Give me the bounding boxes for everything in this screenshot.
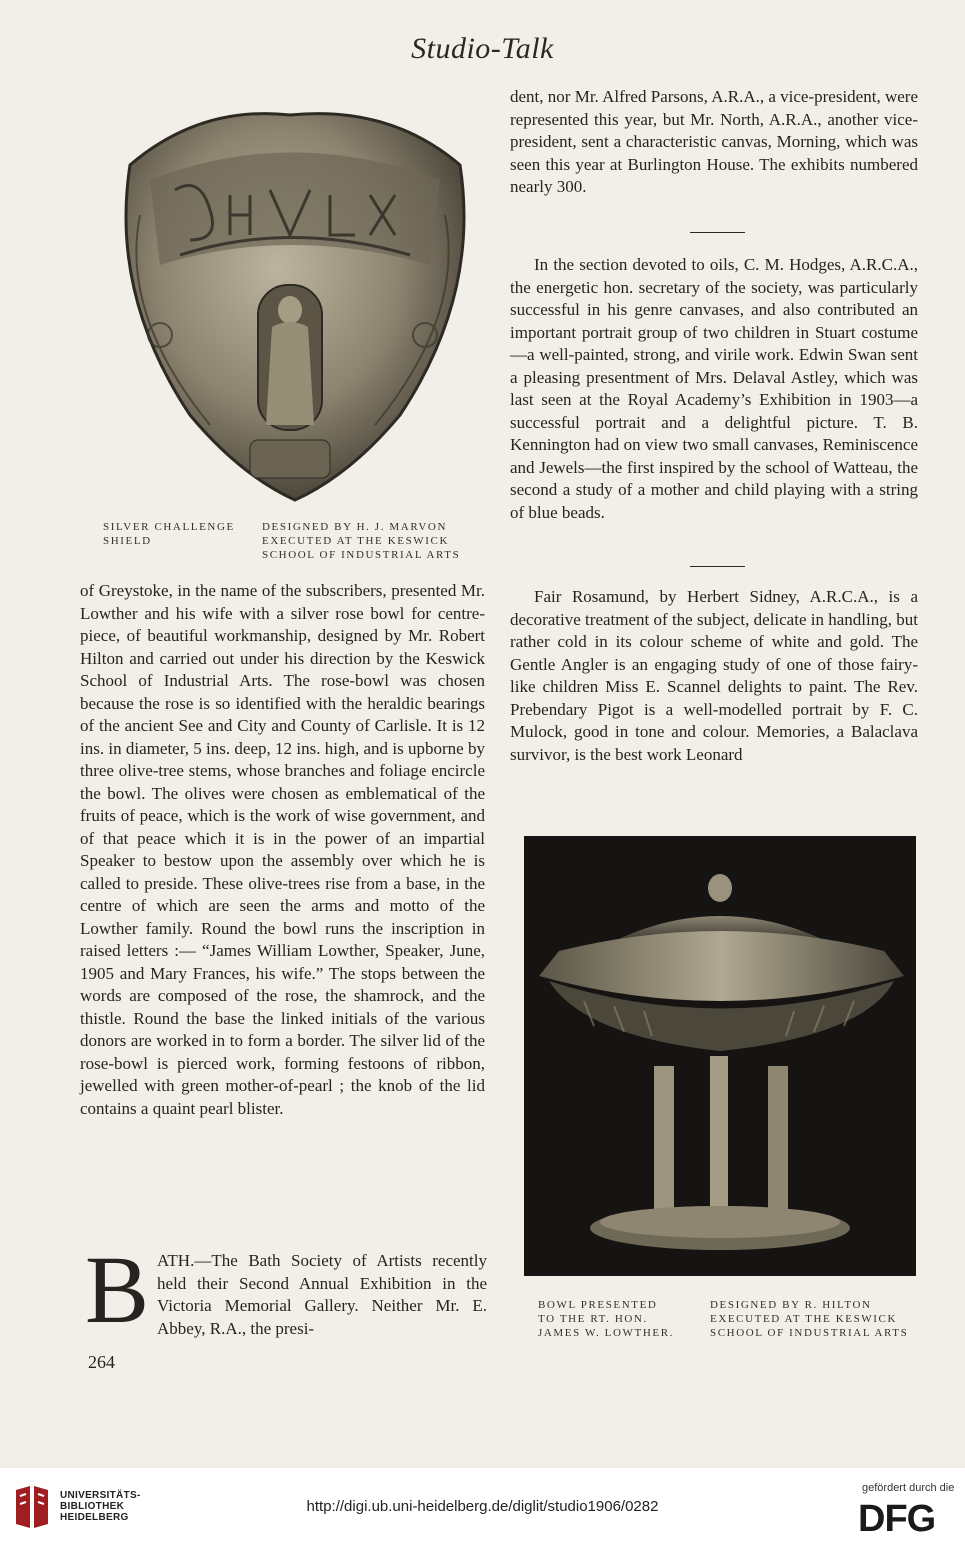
shield-illustration <box>100 95 485 505</box>
shield-caption-left: SILVER CHALLENGE SHIELD <box>103 521 235 547</box>
rose-bowl-image <box>524 836 916 1276</box>
rose-bowl-photograph <box>524 836 916 1276</box>
bowl-caption-right: DESIGNED BY R. HILTON EXECUTED AT THE KESWICK SCHOOL OF INDUSTRIAL ARTS <box>710 1299 909 1339</box>
funding-label: gefördert durch die <box>862 1482 955 1494</box>
left-column-text: of Greystoke, in the name of the subscribers, presented Mr. Lowther and his wife with a silver rose bowl for centre-piece, of beautiful workmanship, designed by Mr. Robert Hilton and carried out under his direction by the Keswick School of Industrial Arts. The rose-bowl was chosen because the rose is so identified with the heraldic bearings of the ancient See and City and County of Carlisle. It is 12 ins. in diameter, 5 ins. deep, 12 ins. high, and is upborne by three olive-tree stems, whose branches and foliage encircle the bowl. The olives were chosen as emblematical of the fruits of peace, which is the work of wise government, and of that peace which it is in the power of an impartial Speaker to bestow upon the assembly over which he is called to preside. These olive-trees rise from a base, in the centre of which are seen the arms and motto of the Lowther family. Round the bowl runs the inscription in raised letters :— “James William Lowther, Speaker, June, 1905 and Mary Frances, his wife.” The stops between the words are composed of the rose, the shamrock, and the thistle. Round the base the linked initials of the various donors are worked in to form a border. The silver lid of the rose-bowl is pierced work, forming festoons of ribbon, jewelled with green mother-of-pearl ; the knob of the lid contains a quaint pearl blister. <box>80 581 485 1118</box>
bowl-caption-left: BOWL PRESENTED TO THE RT. HON. JAMES W. LOWTHER. <box>538 1299 674 1339</box>
library-name: UNIVERSITÄTS- BIBLIOTHEK HEIDELBERG <box>60 1490 141 1523</box>
running-head: Studio-Talk <box>411 32 554 65</box>
shield-caption-right: DESIGNED BY H. J. MARVON EXECUTED AT THE KESWICK SCHOOL OF INDUSTRIAL ARTS <box>262 521 461 561</box>
shield-image <box>100 95 485 505</box>
source-url[interactable]: http://digi.ub.uni-heidelberg.de/diglit/studio1906/0282 <box>306 1498 659 1515</box>
section-rule-1 <box>690 232 745 233</box>
bath-section <box>85 1236 487 1343</box>
bath-text: ATH.—The Bath Society of Artists recently held their Second Annual Exhibition in the Victoria Memorial Gallery. Neither Mr. E. Abbey, R.A., the presi- <box>157 1251 487 1338</box>
page-number: 264 <box>88 1352 115 1372</box>
section-rule-2 <box>690 566 745 567</box>
right-column-para-1: dent, nor Mr. Alfred Parsons, A.R.A., a vice-president, were represented this year, but Mr. North, A.R.A., another vice-president, sent a characteristic canvas, Morning, which was seen this year at Burlington House. The exhibits numbered nearly 300. <box>510 87 918 196</box>
right-column-para-2: In the section devoted to oils, C. M. Hodges, A.R.C.A., the energetic hon. secretary of the society, was particularly successful in his genre canvases, and also contributed an important portrait group of two children in Stuart costume—a well-painted, strong, and virile work. Edwin Swan sent a pleasing presentment of Mrs. Delaval Astley, which was last seen at the Royal Academy’s Exhibition in 1903—a successful portrait and a delightful picture. T. B. Kennington had on view two small canvases, Reminiscence and Jewels—the first inspired by the school of Watteau, the second a study of a mother and child playing with a string of blue beads. <box>510 255 918 522</box>
drop-cap: B <box>85 1236 150 1343</box>
right-column-para-3: Fair Rosamund, by Herbert Sidney, A.R.C.A., is a decorative treatment of the subject, delicate in handling, but rather cold in its colour scheme of white and gold. The Gentle Angler is an engaging study of one of those fairy-like children Miss E. Scannel delights to paint. The Rev. Prebendary Pigot is a well-modelled portrait by F. C. Mulock, good in tone and colour. Memories, a Balaclava survivor, is the best work Leonard <box>510 587 918 764</box>
dfg-logo: DFG <box>858 1498 936 1540</box>
